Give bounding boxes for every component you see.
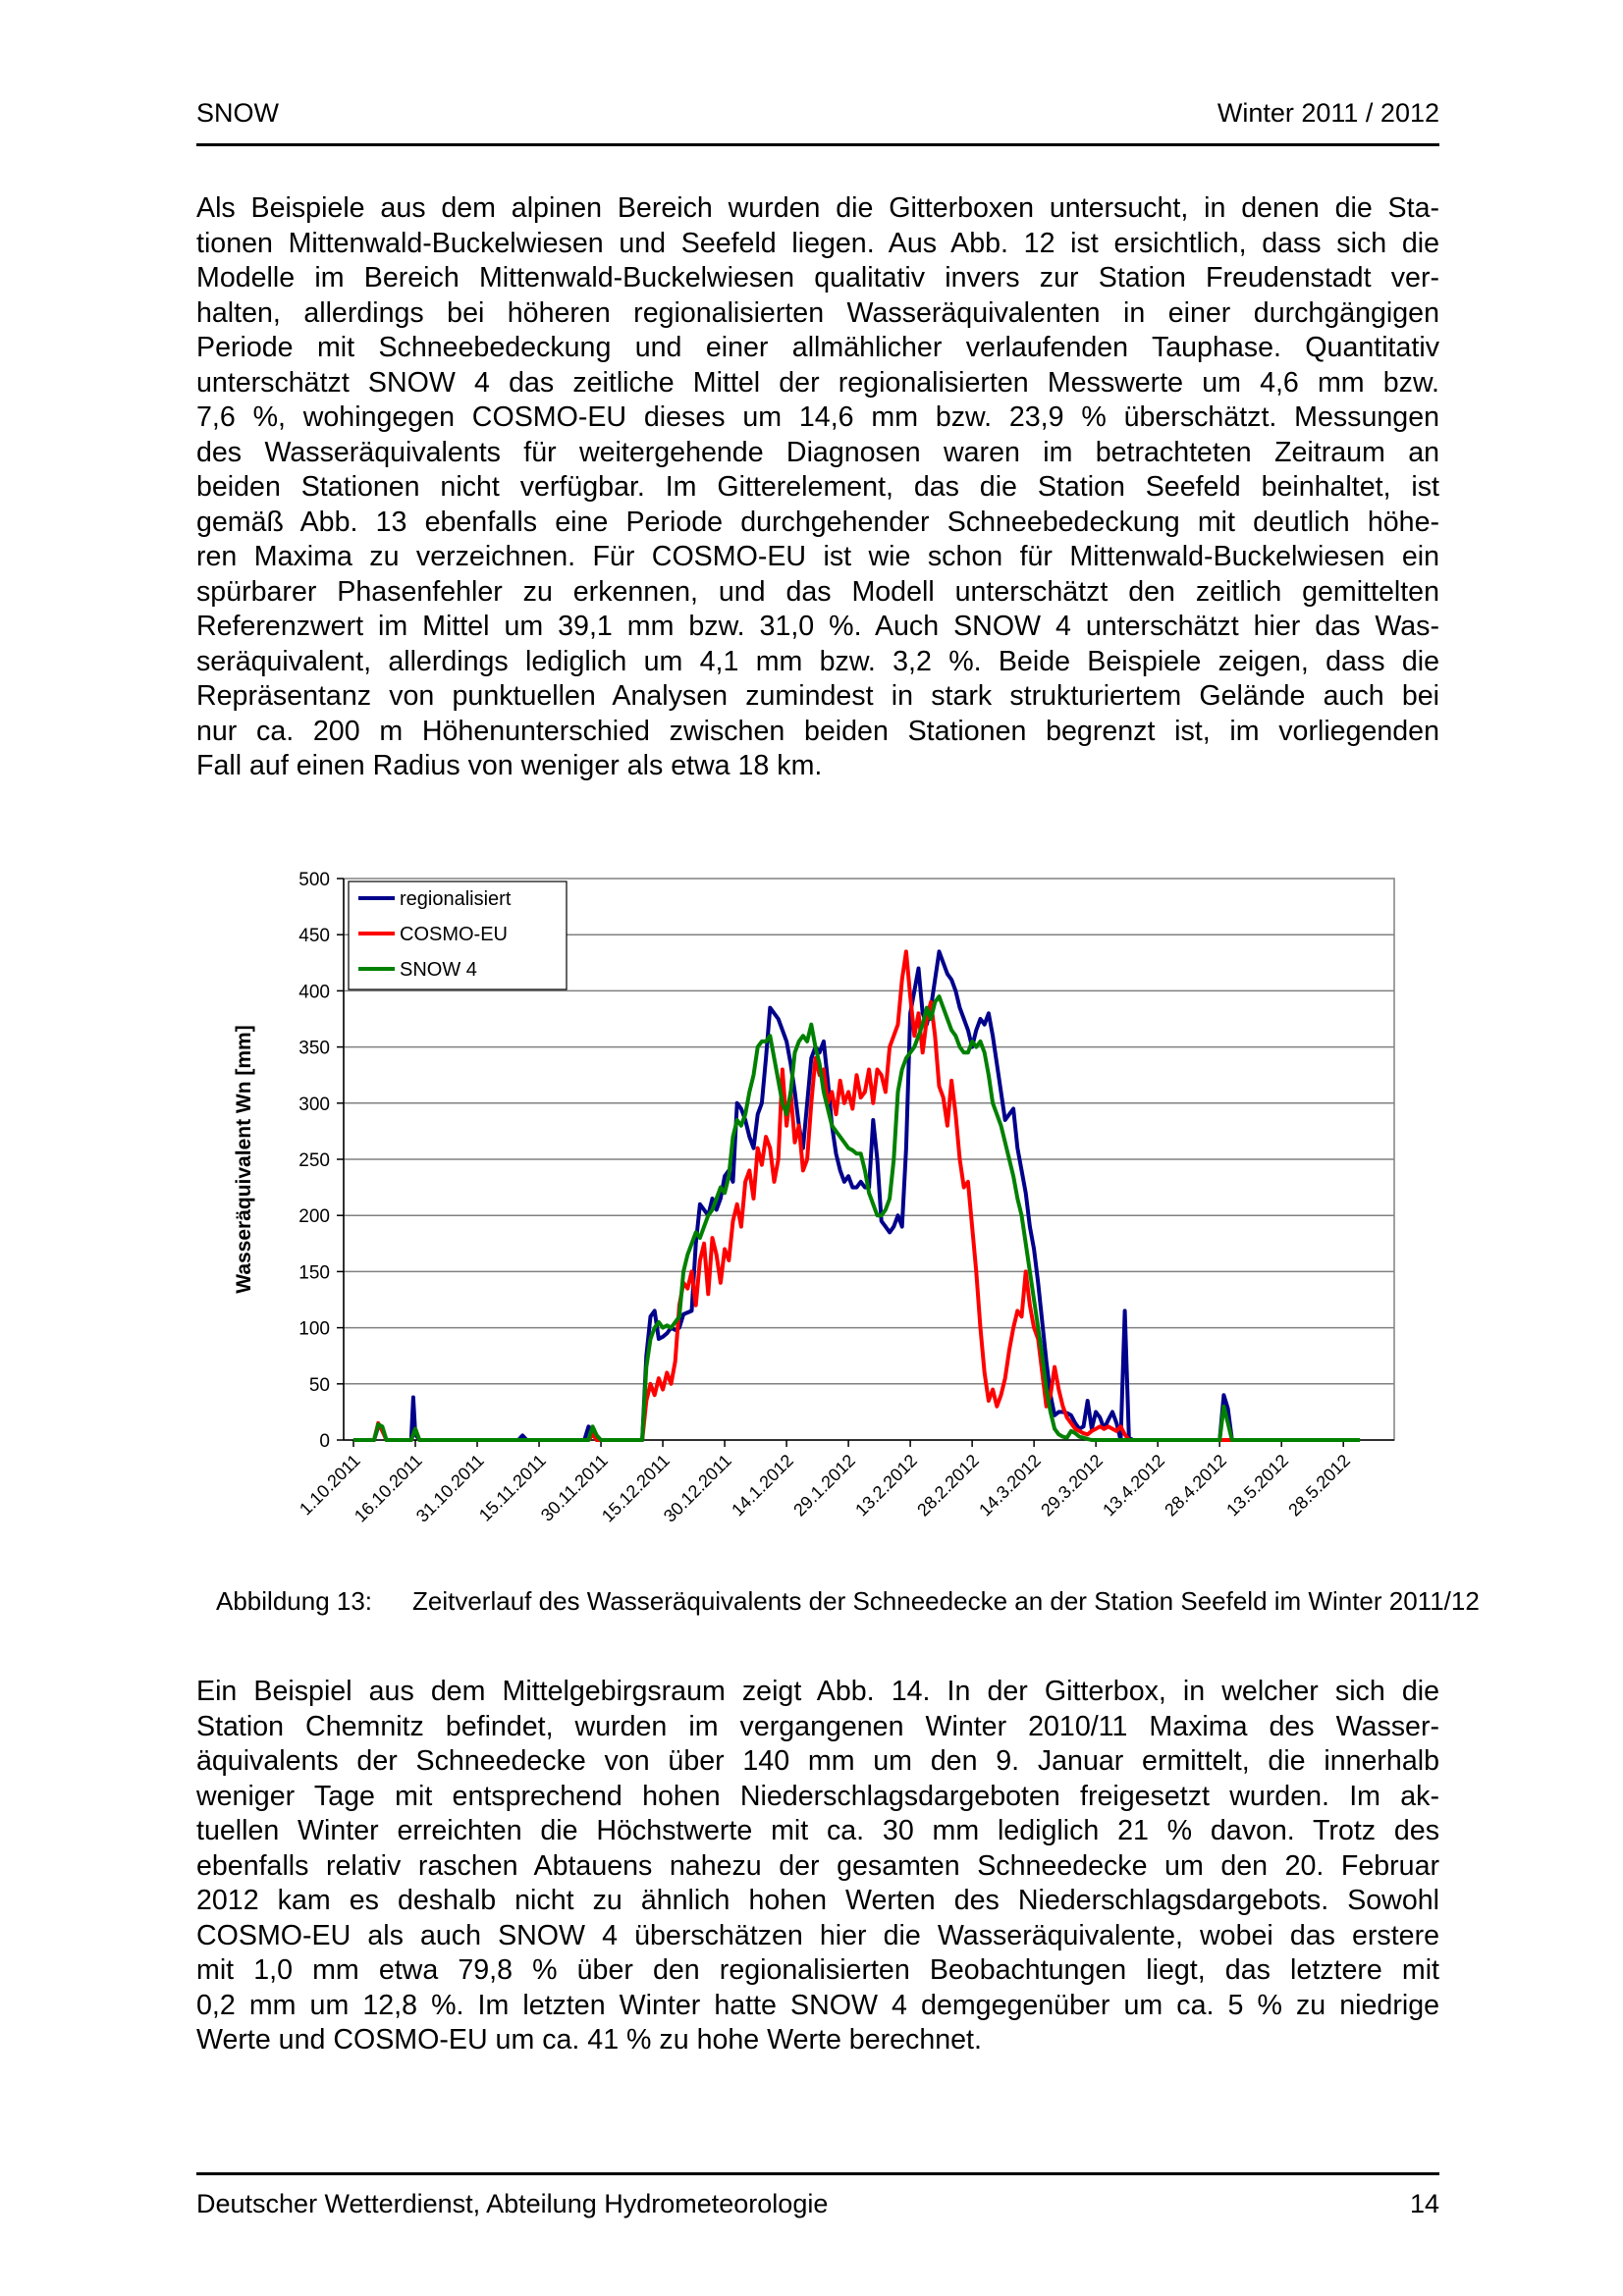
x-tick-label: 14.3.2012 xyxy=(975,1450,1045,1521)
paragraph-1 xyxy=(196,191,1439,784)
text-line: Ein Beispiel aus dem Mittelgebirgsraum zeigt Abb. 14. In der Gitterbox, in welcher sich die xyxy=(196,1676,1439,1707)
text-line: Modelle im Bereich Mittenwald-Buckelwiesen qualitativ invers zur Station Freudenstadt ver- xyxy=(196,262,1439,294)
text-line: beiden Stationen nicht verfügbar. Im Gitterelement, das die Station Seefeld beinhaltet, ist xyxy=(196,471,1439,503)
y-tick-label: 200 xyxy=(298,1206,330,1228)
x-tick-label: 28.4.2012 xyxy=(1161,1450,1231,1521)
text-line: äquivalents der Schneedecke von über 140 mm um den 9. Januar ermittelt, die innerhalb xyxy=(196,1745,1439,1777)
text-line: Station Chemnitz befindet, wurden im vergangenen Winter 2010/11 Maxima des Wasser- xyxy=(196,1710,1439,1742)
x-tick-label: 1.10.2011 xyxy=(296,1450,364,1520)
text-line: ebenfalls relativ raschen Abtauens nahezu der gesamten Schneedecke um den 20. Februar xyxy=(196,1849,1439,1882)
text-line: tionen Mittenwald-Buckelwiesen und Seefeld liegen. Aus Abb. 12 ist ersichtlich, dass sich die xyxy=(196,227,1439,259)
text-line: tuellen Winter erreichten die Höchstwerte mit ca. 30 mm lediglich 21 % davon. Trotz des xyxy=(196,1815,1439,1846)
x-tick-label: 13.5.2012 xyxy=(1222,1450,1293,1521)
text-line: unterschätzt SNOW 4 das zeitliche Mittel der regionalisierten Messwerte um 4,6 mm bzw. xyxy=(196,366,1439,399)
caption-label: Abbildung 13: xyxy=(216,1586,373,1616)
footer-left: Deutscher Wetterdienst, Abteilung Hydrometeorologie xyxy=(196,2189,829,2218)
y-tick-label: 50 xyxy=(308,1374,330,1396)
text-line: des Wasseräquivalents für weitergehende Diagnosen waren im betrachteten Zeitraum an xyxy=(196,436,1439,468)
y-tick-label: 250 xyxy=(298,1150,330,1171)
text-line: Als Beispiele aus dem alpinen Bereich wurden die Gitterboxen untersucht, in denen die Sta- xyxy=(196,192,1439,224)
x-tick-label: 30.11.2011 xyxy=(536,1450,612,1525)
text-line: 2012 kam es deshalb nicht zu ähnlich hohen Werten des Niederschlagsdargebots. Sowohl xyxy=(196,1885,1439,1916)
text-line: spürbarer Phasenfehler zu erkennen, und das Modell unterschätzt den zeitlich gemittelten xyxy=(196,575,1439,608)
text-line: mit 1,0 mm etwa 79,8 % über den regionalisierten Beobachtungen liegt, das letztere mit xyxy=(196,1954,1439,1986)
y-tick-label: 500 xyxy=(298,870,330,890)
text-line: seräquivalent, allerdings lediglich um 4,1 mm bzw. 3,2 %. Beide Beispiele zeigen, dass die xyxy=(196,645,1439,677)
x-tick-label: 15.12.2011 xyxy=(597,1450,674,1526)
header-right: Winter 2011 / 2012 xyxy=(1217,98,1439,128)
x-tick-label: 29.1.2012 xyxy=(789,1450,859,1521)
y-tick-label: 400 xyxy=(298,982,330,1003)
page-footer xyxy=(196,2172,1439,2218)
text-line: Werte und COSMO-EU um ca. 41 % zu hohe Werte berechnet. xyxy=(196,2024,982,2056)
text-line: 0,2 mm um 12,8 %. Im letzten Winter hatte SNOW 4 demgegenüber um ca. 5 % zu niedrige xyxy=(196,1989,1439,2021)
text-line: Repräsentanz von punktuellen Analysen zumindest in stark strukturiertem Gelände auch bei xyxy=(196,680,1439,712)
text-line: Fall auf einen Radius von weniger als etwa 18 km. xyxy=(196,750,823,781)
page-header xyxy=(196,94,1439,146)
text-line: 7,6 %, wohingegen COSMO-EU dieses um 14,6 mm bzw. 23,9 % überschätzt. Messungen xyxy=(196,401,1439,433)
text-line: gemäß Abb. 13 ebenfalls eine Periode durchgehender Schneebedeckung mit deutlich höhe- xyxy=(196,506,1439,538)
legend xyxy=(349,881,567,989)
legend-label: regionalisiert xyxy=(400,888,512,910)
x-tick-label: 13.4.2012 xyxy=(1099,1450,1168,1521)
snow-water-equivalent-chart xyxy=(177,854,1443,1561)
x-tick-label: 14.1.2012 xyxy=(728,1450,797,1521)
y-tick-label: 350 xyxy=(298,1038,330,1059)
x-tick-label: 31.10.2011 xyxy=(411,1450,488,1526)
x-tick-label: 28.5.2012 xyxy=(1284,1450,1355,1521)
y-axis-label: Wasseräquivalent Wn [mm] xyxy=(233,1025,255,1294)
y-tick-label: 300 xyxy=(298,1094,330,1115)
text-line: halten, allerdings bei höheren regionalisierten Wasseräquivalenten in einer durchgängigen xyxy=(196,296,1439,329)
text-line: Periode mit Schneebedeckung und einer allmählicher verlaufenden Tauphase. Quantitativ xyxy=(196,332,1439,363)
text-line: COSMO-EU als auch SNOW 4 überschätzen hier die Wasseräquivalente, wobei das erstere xyxy=(196,1919,1439,1951)
x-tick-label: 15.11.2011 xyxy=(474,1450,550,1525)
page-number: 14 xyxy=(1409,2189,1439,2218)
text-line: weniger Tage mit entsprechend hohen Niederschlagsdargeboten freigesetzt wurden. Im ak- xyxy=(196,1780,1439,1812)
x-tick-label: 16.10.2011 xyxy=(350,1450,426,1526)
x-tick-label: 29.3.2012 xyxy=(1037,1450,1107,1521)
caption-text: Zeitverlauf des Wasseräquivalents der Schneedecke an der Station Seefeld im Winter 2011/12 xyxy=(412,1586,1480,1616)
y-tick-label: 100 xyxy=(298,1318,330,1340)
x-tick-label: 28.2.2012 xyxy=(913,1450,983,1521)
x-tick-label: 30.12.2011 xyxy=(659,1450,735,1526)
legend-label: COSMO-EU xyxy=(400,924,508,945)
text-line: nur ca. 200 m Höhenunterschied zwischen beiden Stationen begrenzt ist, im vorliegenden xyxy=(196,715,1439,747)
y-tick-label: 450 xyxy=(298,926,330,947)
paragraph-2 xyxy=(196,1675,1439,2058)
y-tick-label: 0 xyxy=(319,1431,330,1452)
y-tick-label: 150 xyxy=(298,1262,330,1284)
x-tick-label: 13.2.2012 xyxy=(851,1450,921,1521)
legend-label: SNOW 4 xyxy=(400,959,477,981)
header-left: SNOW xyxy=(196,98,279,128)
text-line: Referenzwert im Mittel um 39,1 mm bzw. 31,0 %. Auch SNOW 4 unterschätzt hier das Was- xyxy=(196,611,1439,642)
text-line: ren Maxima zu verzeichnen. Für COSMO-EU ist wie schon für Mittenwald-Buckelwiesen ein xyxy=(196,541,1439,572)
